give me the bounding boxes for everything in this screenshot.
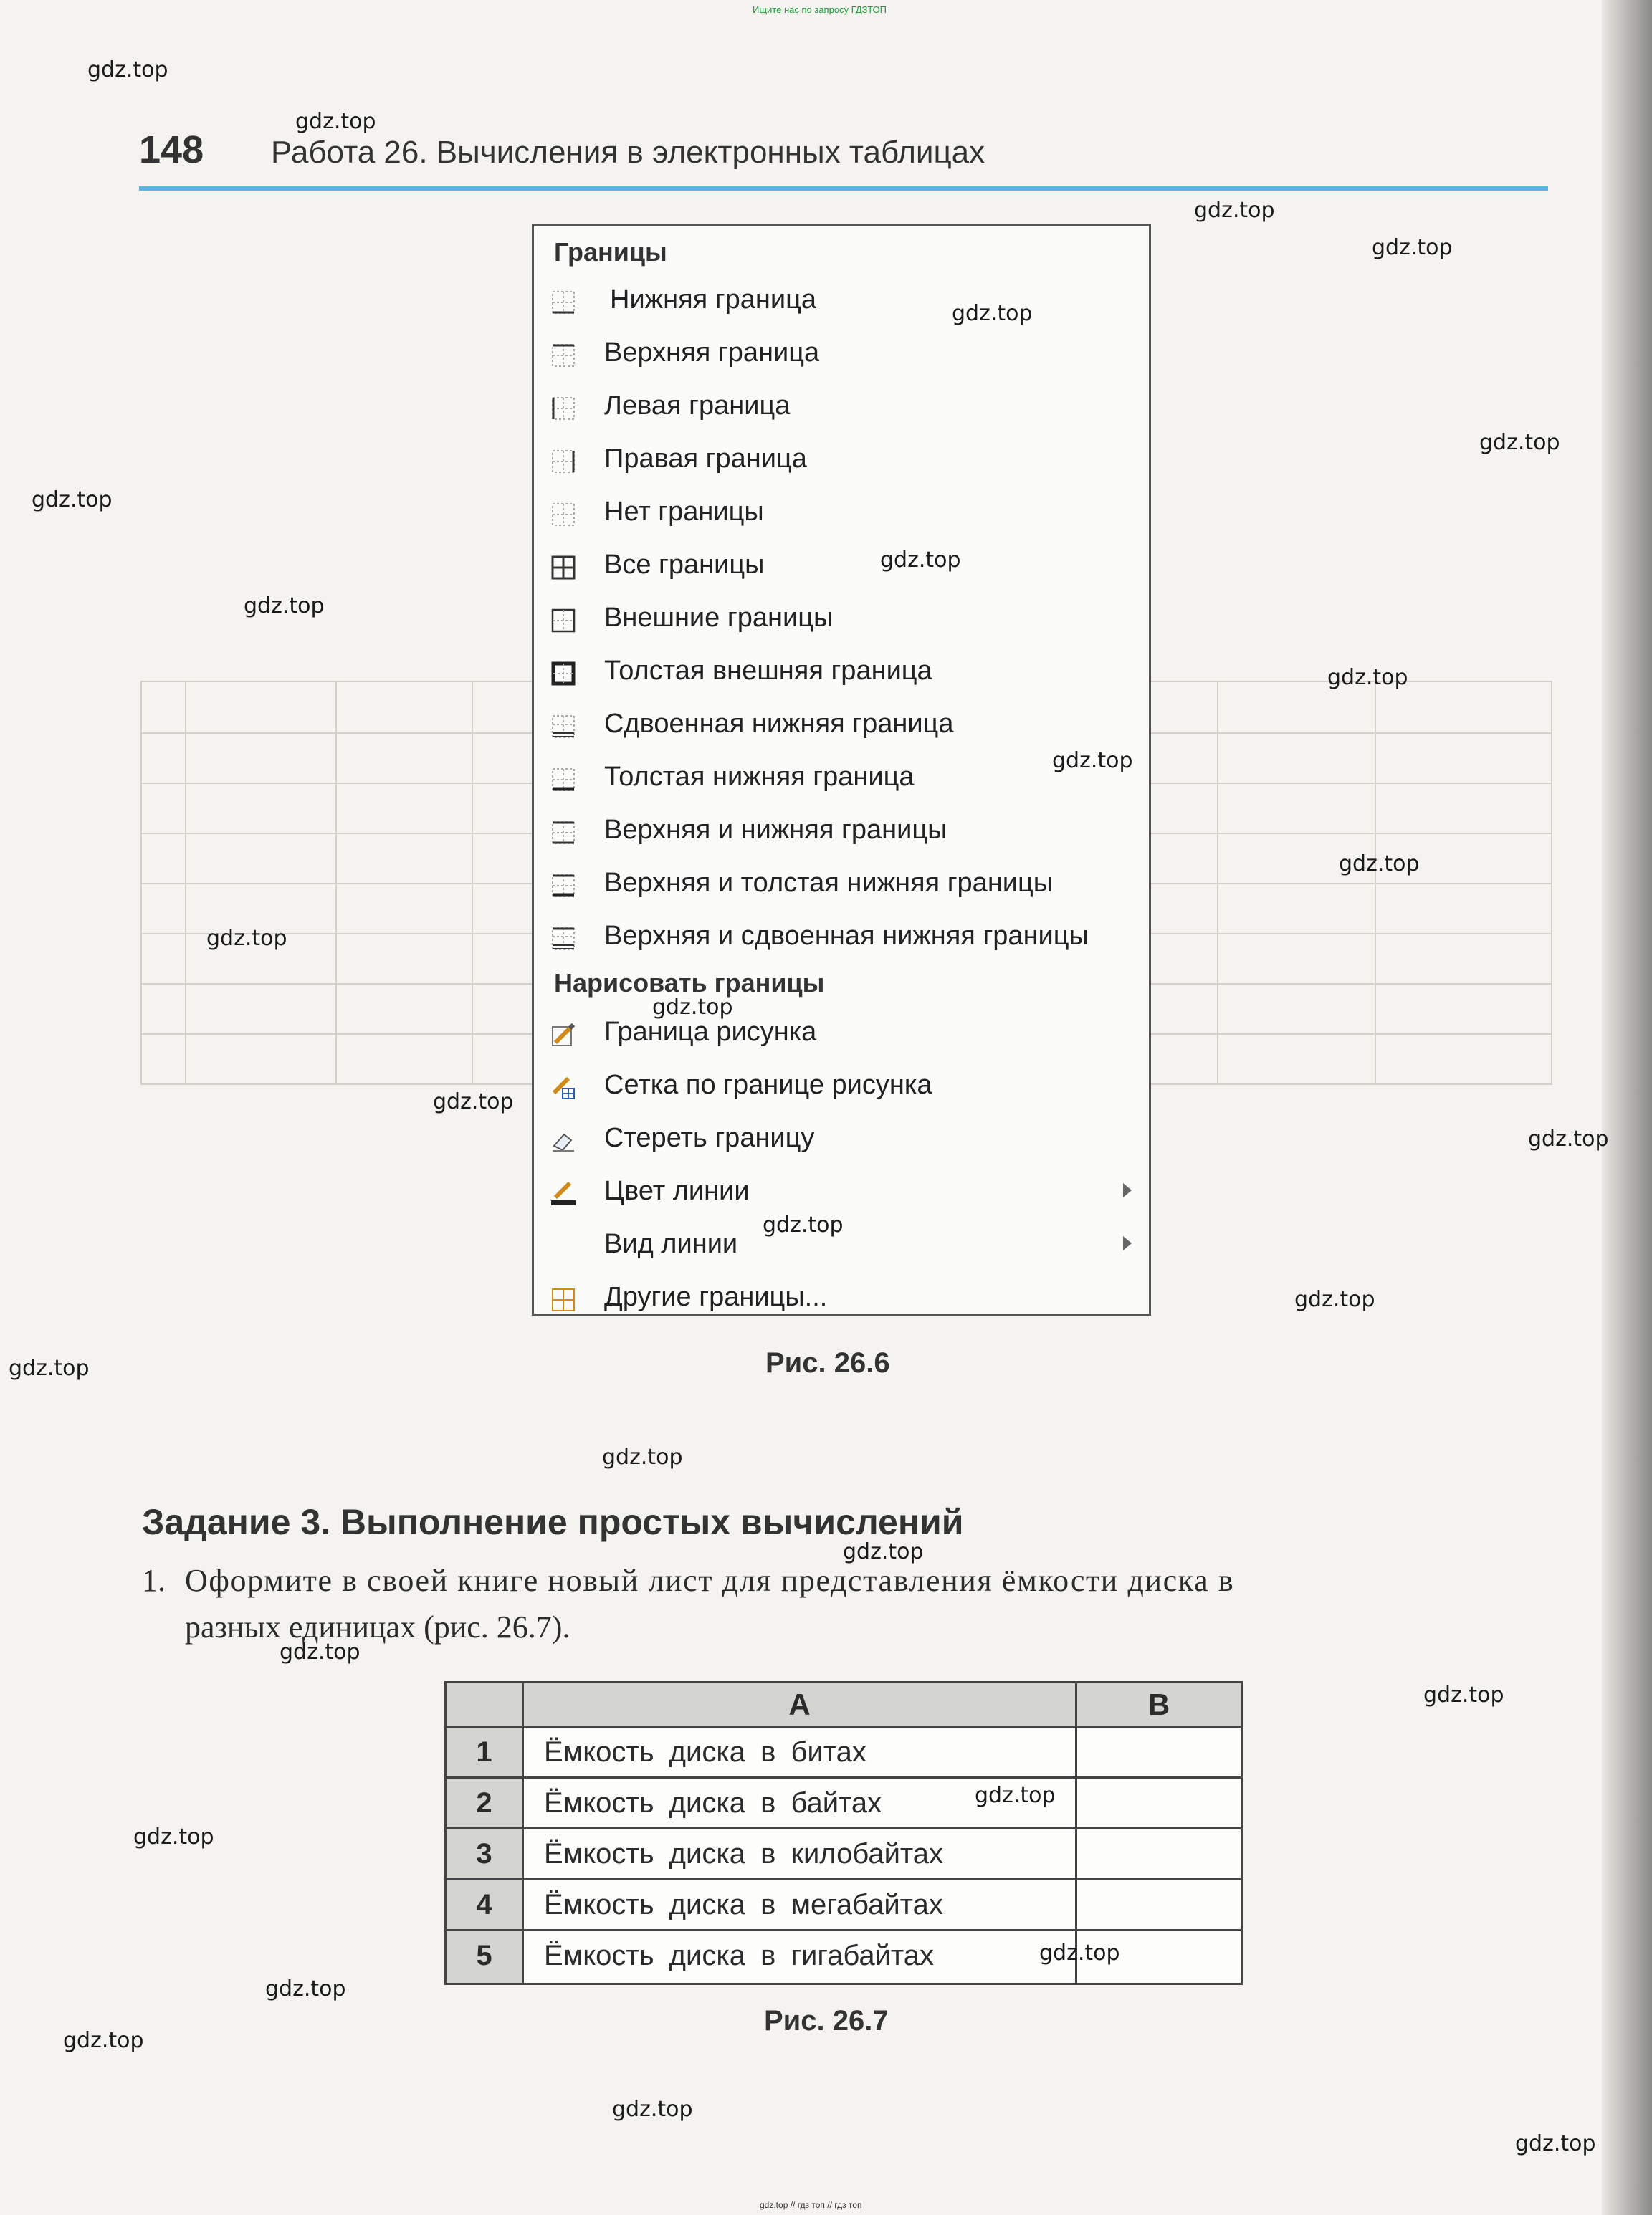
menu-item-no-border[interactable] (534, 488, 1150, 540)
double-bottom-border-icon (551, 714, 576, 739)
menu-section-borders: Границы (554, 237, 667, 267)
menu-item-thick-outside-border[interactable] (534, 647, 1150, 699)
watermark: gdz.top (1479, 430, 1560, 455)
menu-item-top-bottom-border[interactable] (534, 806, 1150, 858)
watermark: gdz.top (433, 1089, 514, 1114)
menu-item-outside-borders[interactable] (534, 594, 1150, 646)
watermark: gdz.top (763, 1212, 844, 1238)
watermark: gdz.top (880, 547, 961, 573)
menu-item-label: Толстая внешняя граница (604, 656, 932, 686)
menu-item-label: Вид линии (604, 1229, 738, 1259)
outside-borders-icon (551, 608, 576, 633)
menu-item-label: Верхняя и нижняя границы (604, 815, 947, 845)
row-number: 2 (447, 1779, 524, 1829)
watermark: gdz.top (1039, 1941, 1120, 1966)
menu-item-label: Стереть границу (604, 1123, 815, 1153)
menu-item-label: Правая граница (604, 444, 807, 474)
watermark: gdz.top (206, 926, 287, 951)
watermark: gdz.top (1423, 1683, 1504, 1708)
menu-item-more-borders[interactable] (534, 1273, 1150, 1325)
watermark: gdz.top (1515, 2131, 1596, 2156)
column-header-b: B (1077, 1683, 1241, 1728)
task-text-line1: Оформите в своей книге новый лист для представления ёмкости диска в (185, 1563, 1235, 1598)
submenu-arrow-icon (1123, 1183, 1132, 1197)
watermark: gdz.top (652, 995, 733, 1020)
menu-item-label: Внешние границы (604, 603, 834, 633)
draw-border-grid-icon (551, 1076, 576, 1100)
menu-item-draw-border-grid[interactable] (534, 1061, 1150, 1113)
top-border-icon (551, 343, 576, 368)
thick-outside-border-icon (551, 661, 576, 686)
menu-item-left-border[interactable] (534, 382, 1150, 434)
table-cell-a: Ёмкость диска в байтах (524, 1779, 1077, 1829)
page-gutter-shadow (1602, 0, 1652, 2215)
menu-item-right-border[interactable] (534, 435, 1150, 487)
menu-item-label: Нижняя граница (610, 284, 817, 315)
menu-item-line-color[interactable] (534, 1167, 1150, 1219)
watermark: gdz.top (32, 487, 113, 512)
table-corner (447, 1683, 524, 1728)
task-title: Задание 3. Выполнение простых вычислений (142, 1502, 964, 1542)
watermark: gdz.top (1294, 1287, 1375, 1312)
row-number: 3 (447, 1829, 524, 1880)
table-cell-a: Ёмкость диска в мегабайтах (524, 1880, 1077, 1931)
menu-item-top-border[interactable] (534, 329, 1150, 381)
menu-item-top-double-bottom-border[interactable] (534, 912, 1150, 964)
watermark: gdz.top (280, 1640, 361, 1665)
menu-item-label: Граница рисунка (604, 1017, 817, 1047)
watermark: gdz.top (265, 1976, 346, 2001)
menu-item-label: Сдвоенная нижняя граница (604, 709, 954, 739)
table-cell-b (1077, 1880, 1241, 1931)
figure-caption-26-7: Рис. 26.7 (764, 2005, 889, 2037)
task-item-number: 1. (142, 1563, 166, 1598)
page-number: 148 (139, 128, 204, 171)
watermark: gdz.top (1327, 665, 1408, 690)
menu-item-all-borders[interactable] (534, 541, 1150, 593)
table-cell-a: Ёмкость диска в битах (524, 1728, 1077, 1779)
watermark: gdz.top (1339, 851, 1420, 876)
top-double-bottom-border-icon (551, 927, 576, 951)
menu-item-label: Цвет линии (604, 1176, 750, 1206)
table-cell-a: Ёмкость диска в килобайтах (524, 1829, 1077, 1880)
row-number: 5 (447, 1931, 524, 1983)
left-border-icon (551, 396, 576, 421)
erase-border-icon (551, 1129, 576, 1153)
watermark: gdz.top (244, 593, 325, 618)
watermark: gdz.top (1528, 1126, 1609, 1152)
line-color-icon (551, 1182, 576, 1206)
table-cell-b (1077, 1779, 1241, 1829)
submenu-arrow-icon (1123, 1236, 1132, 1250)
bottom-note: gdz.top // гдз топ // гдз топ (760, 2200, 862, 2210)
watermark: gdz.top (612, 2097, 693, 2122)
all-borders-icon (551, 555, 576, 580)
watermark: gdz.top (1194, 198, 1275, 223)
header-rule (139, 186, 1548, 191)
table-cell-a: Ёмкость диска в гигабайтах (524, 1931, 1077, 1983)
row-number: 4 (447, 1880, 524, 1931)
watermark: gdz.top (975, 1783, 1056, 1808)
watermark: gdz.top (133, 1824, 214, 1850)
menu-item-label: Нет границы (604, 497, 764, 527)
menu-item-erase-border[interactable] (534, 1114, 1150, 1166)
figure-caption-26-6: Рис. 26.6 (765, 1347, 890, 1379)
task-text-line2: разных единицах (рис. 26.7). (185, 1609, 570, 1645)
watermark: gdz.top (87, 57, 168, 82)
table-cell-b (1077, 1728, 1241, 1779)
no-border-icon (551, 502, 576, 527)
top-thick-bottom-border-icon (551, 874, 576, 898)
thick-bottom-border-icon (551, 767, 576, 792)
row-number: 1 (447, 1728, 524, 1779)
page-title: Работа 26. Вычисления в электронных таблицах (271, 135, 985, 170)
menu-item-label: Сетка по границе рисунка (604, 1070, 932, 1100)
top-note: Ищите нас по запросу ГДЗТОП (753, 4, 887, 15)
more-borders-icon (551, 1288, 576, 1312)
menu-item-bottom-border[interactable] (534, 276, 1150, 327)
watermark: gdz.top (295, 109, 376, 134)
menu-item-label: Левая граница (604, 391, 791, 421)
menu-section-draw-borders: Нарисовать границы (554, 968, 825, 998)
menu-item-label: Верхняя граница (604, 338, 820, 368)
watermark: gdz.top (9, 1356, 90, 1381)
menu-item-label: Другие границы... (604, 1282, 828, 1312)
menu-item-double-bottom-border[interactable] (534, 700, 1150, 752)
table-cell-b (1077, 1829, 1241, 1880)
top-bottom-border-icon (551, 821, 576, 845)
column-header-a: A (524, 1683, 1077, 1728)
right-border-icon (551, 449, 576, 474)
menu-item-draw-border[interactable] (534, 1008, 1150, 1060)
menu-item-label: Толстая нижняя граница (604, 762, 915, 792)
bottom-border-icon (551, 290, 576, 315)
disk-capacity-table (444, 1681, 1243, 1985)
watermark: gdz.top (63, 2028, 144, 2053)
line-style-icon (551, 1235, 576, 1259)
watermark: gdz.top (1052, 748, 1133, 773)
menu-item-label: Верхняя и сдвоенная нижняя границы (604, 921, 1089, 951)
watermark: gdz.top (602, 1445, 683, 1470)
watermark: gdz.top (1372, 235, 1453, 260)
menu-item-label: Все границы (604, 550, 765, 580)
draw-border-icon (551, 1023, 576, 1047)
watermark: gdz.top (952, 301, 1033, 326)
menu-item-label: Верхняя и толстая нижняя границы (604, 868, 1054, 898)
watermark: gdz.top (843, 1539, 924, 1564)
menu-item-top-thick-bottom-border[interactable] (534, 859, 1150, 911)
